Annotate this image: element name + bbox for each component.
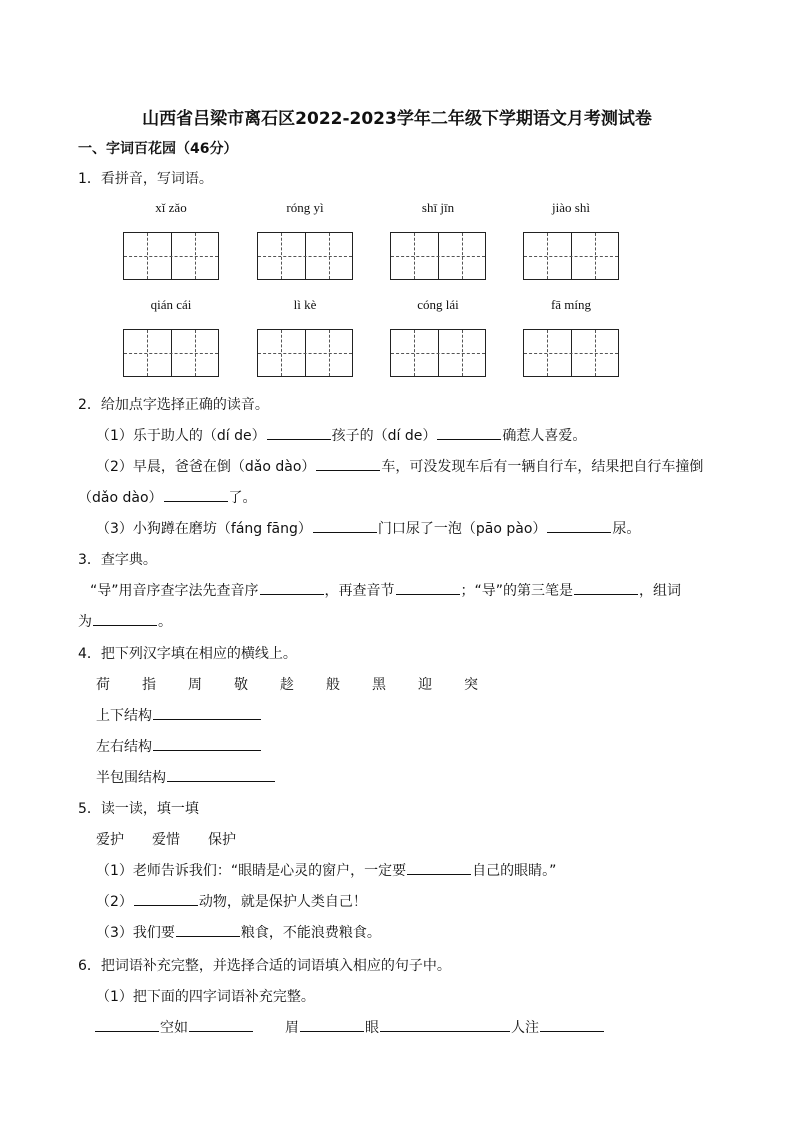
question-4-label: 4．把下列汉字填在相应的横线上。 <box>78 646 297 662</box>
text: （2） <box>96 894 133 910</box>
character: 敬 <box>234 677 248 693</box>
question-5-line-3 <box>96 922 381 942</box>
question-2-line-3 <box>78 487 257 507</box>
word-choices: 爱护 爱惜 保护 <box>96 832 236 848</box>
question-2-line-2 <box>96 456 703 476</box>
text: 人注 <box>511 1020 539 1036</box>
text: 自己的眼睛。” <box>472 863 557 879</box>
character: 迎 <box>418 677 432 693</box>
question-6-sub-1: （1）把下面的四字词语补充完整。 <box>96 989 315 1005</box>
writing-grid[interactable] <box>390 232 486 280</box>
question-2-label: 2．给加点字选择正确的读音。 <box>78 397 269 413</box>
answer-blank[interactable] <box>95 1017 159 1032</box>
pinyin-6: lì kè <box>293 297 317 312</box>
question-3-label: 3．查字典。 <box>78 552 157 568</box>
idiom-line <box>94 1017 254 1037</box>
writing-grid[interactable] <box>257 232 353 280</box>
pinyin-8: fā míng <box>550 297 592 312</box>
writing-grid[interactable] <box>123 329 219 377</box>
text: （2）早晨，爸爸在倒（dǎo dào） <box>96 459 316 475</box>
writing-grid[interactable] <box>523 329 619 377</box>
answer-blank[interactable] <box>313 518 377 533</box>
answer-blank[interactable] <box>574 580 638 595</box>
answer-blank[interactable] <box>437 425 501 440</box>
answer-blank[interactable] <box>547 518 611 533</box>
question-6-label: 6．把词语补充完整，并选择合适的词语填入相应的句子中。 <box>78 958 451 974</box>
text: 半包围结构 <box>96 770 166 786</box>
text: 车，可没发现车后有一辆自行车，结果把自行车撞倒 <box>381 459 704 475</box>
pinyin-4: jiào shì <box>552 200 590 215</box>
text: 左右结构 <box>96 739 152 755</box>
answer-blank[interactable] <box>176 922 240 937</box>
section-heading: 一、字词百花园（46分） <box>78 141 238 157</box>
answer-blank[interactable] <box>164 487 228 502</box>
answer-blank[interactable] <box>153 705 261 720</box>
text: 为 <box>78 614 92 630</box>
text: ；“导”的第三笔是 <box>460 583 574 599</box>
answer-blank[interactable] <box>396 580 460 595</box>
answer-blank[interactable] <box>167 767 275 782</box>
structure-top-bottom <box>96 705 262 725</box>
pinyin-7: cóng lái <box>417 297 459 312</box>
text: 了。 <box>228 490 257 506</box>
answer-blank[interactable] <box>260 580 324 595</box>
answer-blank[interactable] <box>407 860 471 875</box>
structure-left-right <box>96 736 262 756</box>
question-5-line-1 <box>96 860 556 880</box>
text: “导”用音序查字法先查音序 <box>90 583 259 599</box>
character: 般 <box>326 677 340 693</box>
text: （3）小狗蹲在磨坊（fáng fāng） <box>96 521 312 537</box>
text: 空如 <box>160 1020 188 1036</box>
question-2-line-4 <box>96 518 640 538</box>
writing-grid[interactable] <box>123 232 219 280</box>
writing-grid[interactable] <box>257 329 353 377</box>
pinyin-3: shī jīn <box>421 200 455 215</box>
answer-blank[interactable] <box>93 611 157 626</box>
text: 门口尿了一泡（pāo pào） <box>377 521 547 537</box>
question-5-label: 5．读一读，填一填 <box>78 801 199 817</box>
structure-half-enclosed <box>96 767 276 787</box>
pinyin-2: róng yì <box>286 200 324 215</box>
answer-blank[interactable] <box>267 425 331 440</box>
character: 指 <box>142 677 156 693</box>
question-1-label: 1．看拼音，写词语。 <box>78 171 213 187</box>
answer-blank[interactable] <box>380 1017 510 1032</box>
answer-blank[interactable] <box>300 1017 364 1032</box>
text: 眼 <box>365 1020 379 1036</box>
character: 趁 <box>280 677 294 693</box>
answer-blank[interactable] <box>316 456 380 471</box>
answer-blank[interactable] <box>540 1017 604 1032</box>
answer-blank[interactable] <box>153 736 261 751</box>
question-3-line-1 <box>90 580 681 600</box>
character: 荷 <box>96 677 110 693</box>
character-list <box>96 674 510 694</box>
question-5-line-2 <box>96 891 367 911</box>
character: 周 <box>188 677 202 693</box>
character: 突 <box>464 677 478 693</box>
text: ，再查音节 <box>324 583 395 599</box>
question-2-line-1 <box>96 425 586 445</box>
answer-blank[interactable] <box>134 891 198 906</box>
text: 孩子的（dí de） <box>331 428 437 444</box>
text: ，组词 <box>639 583 682 599</box>
text: 确惹人喜爱。 <box>502 428 587 444</box>
text: （3）我们要 <box>96 925 175 941</box>
text: 眉 <box>285 1020 299 1036</box>
idiom-line <box>285 1017 605 1037</box>
text: 粮食，不能浪费粮食。 <box>240 925 381 941</box>
pinyin-1: xǐ zǎo <box>155 200 187 215</box>
text: 尿。 <box>612 521 641 537</box>
text: （dǎo dào） <box>78 490 163 506</box>
text: （1）乐于助人的（dí de） <box>96 428 266 444</box>
question-3-line-2 <box>78 611 172 631</box>
text: 动物，就是保护人类自己！ <box>198 894 367 910</box>
character: 黑 <box>372 677 386 693</box>
text: 。 <box>158 614 172 630</box>
text: 上下结构 <box>96 708 152 724</box>
writing-grid[interactable] <box>390 329 486 377</box>
pinyin-5: qián cái <box>150 297 192 312</box>
answer-blank[interactable] <box>189 1017 253 1032</box>
writing-grid[interactable] <box>523 232 619 280</box>
page-title: 山西省吕梁市离石区2022-2023学年二年级下学期语文月考测试卷 <box>142 109 652 129</box>
text: （1）老师告诉我们：“眼睛是心灵的窗户，一定要 <box>96 863 407 879</box>
